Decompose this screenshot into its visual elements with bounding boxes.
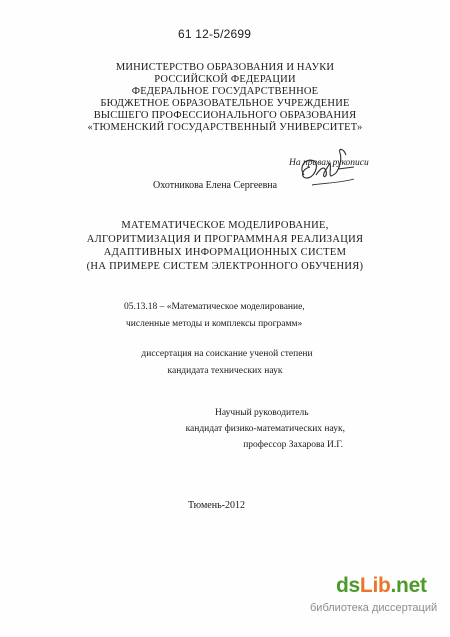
ministry-line: МИНИСТЕРСТВО ОБРАЗОВАНИЯ И НАУКИ bbox=[115, 62, 335, 73]
handwritten-signature bbox=[296, 145, 366, 190]
ministry-line: БЮДЖЕТНОЕ ОБРАЗОВАТЕЛЬНОЕ УЧРЕЖДЕНИЕ bbox=[100, 98, 350, 109]
specialty-line: численные методы и комплексы программ» bbox=[126, 319, 303, 329]
author-name: Охотникова Елена Сергеевна bbox=[153, 180, 278, 191]
supervisor-block bbox=[185, 405, 345, 453]
title-line: АЛГОРИТМИЗАЦИЯ И ПРОГРАММНАЯ РЕАЛИЗАЦИЯ bbox=[86, 233, 364, 245]
brand-lib: Lib bbox=[359, 574, 391, 597]
dslib-watermark bbox=[310, 574, 446, 622]
supervisor-line: профессор Захарова И.Г. bbox=[243, 440, 343, 450]
degree-line: кандидата технических наук bbox=[167, 366, 283, 376]
brand-ds: ds bbox=[336, 574, 360, 597]
ministry-line: ВЫСШЕГО ПРОФЕССИОНАЛЬНОГО ОБРАЗОВАНИЯ bbox=[93, 110, 357, 121]
brand-net: .net bbox=[390, 574, 427, 597]
ministry-line: РОССИЙСКОЙ ФЕДЕРАЦИИ bbox=[154, 74, 296, 85]
archive-code-stamp: 61 12-5/2699 bbox=[178, 27, 252, 41]
ministry-line: ФЕДЕРАЛЬНОЕ ГОСУДАРСТВЕННОЕ bbox=[131, 86, 319, 97]
dissertation-title bbox=[0, 219, 450, 273]
manuscript-rights-note: На правах рукописи bbox=[289, 158, 369, 168]
watermark-subtitle: библиотека диссертаций bbox=[310, 602, 438, 614]
title-line: АДАПТИВНЫХ ИНФОРМАЦИОННЫХ СИСТЕМ bbox=[103, 247, 347, 258]
title-line: (НА ПРИМЕРЕ СИСТЕМ ЭЛЕКТРОННОГО ОБУЧЕНИЯ) bbox=[86, 260, 364, 272]
degree-line: диссертация на соискание ученой степени bbox=[141, 349, 313, 359]
ministry-line: «ТЮМЕНСКИЙ ГОСУДАРСТВЕННЫЙ УНИВЕРСИТЕТ» bbox=[87, 122, 363, 133]
city-year: Тюмень-2012 bbox=[188, 500, 245, 511]
ministry-header bbox=[0, 62, 450, 134]
specialty-code bbox=[124, 299, 305, 333]
degree-statement bbox=[0, 346, 450, 380]
watermark-brand bbox=[336, 574, 427, 597]
supervisor-line: кандидат физико-математических наук, bbox=[185, 424, 345, 434]
supervisor-line: Научный руководитель bbox=[215, 408, 309, 418]
specialty-line: 05.13.18 – «Математическое моделирование, bbox=[124, 302, 305, 312]
title-line: МАТЕМАТИЧЕСКОЕ МОДЕЛИРОВАНИЕ, bbox=[121, 220, 329, 231]
